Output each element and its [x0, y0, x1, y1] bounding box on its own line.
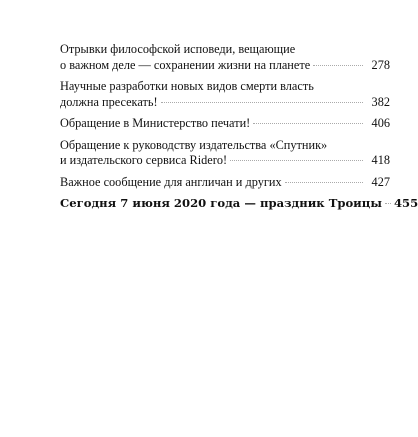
toc-entry-last-line: [60, 196, 418, 212]
leader-dots: [230, 160, 363, 161]
toc-page-number: 455: [393, 196, 418, 210]
toc-entry-last-line: [60, 58, 390, 74]
toc-entry[interactable]: [60, 175, 390, 191]
toc-entry-line: Отрывки философской исповеди, вещающие: [60, 42, 296, 56]
toc-entry[interactable]: [60, 196, 418, 212]
leader-dots: [313, 65, 363, 66]
toc-entry-title: Обращение в Министерство печати!: [60, 116, 251, 130]
toc-entry[interactable]: [60, 138, 390, 169]
toc-entry[interactable]: [60, 42, 390, 73]
toc-entry-title: и издательского сервиса Ridero!: [60, 153, 228, 167]
toc-entry[interactable]: [60, 79, 390, 110]
toc-entry-title: Сегодня 7 июня 2020 года — праздник Троицы: [60, 196, 382, 210]
toc-entry-line: Обращение к руководству издательства «Спутник»: [60, 137, 328, 152]
leader-dots: [385, 203, 391, 204]
leader-dots: [253, 123, 363, 124]
toc-entry-last-line: [60, 175, 390, 191]
toc-entry[interactable]: [60, 116, 390, 132]
toc-entry-title: о важном деле — сохранении жизни на планете: [60, 57, 311, 72]
toc-page-number: 406: [371, 116, 390, 130]
toc-entry-line: Научные разработки новых видов смерти власть: [60, 79, 314, 93]
toc-entry-last-line: [60, 153, 390, 169]
toc-entry-last-line: [60, 95, 390, 111]
toc-page-number: 427: [371, 174, 390, 189]
table-of-contents: [60, 42, 418, 218]
toc-page-number: 382: [371, 94, 390, 109]
leader-dots: [161, 102, 363, 103]
toc-entry-last-line: [60, 116, 390, 132]
toc-page-number: 278: [371, 57, 390, 72]
leader-dots: [285, 182, 363, 183]
toc-entry-title: должна пресекать!: [60, 94, 158, 109]
toc-page-number: 418: [371, 153, 390, 167]
toc-entry-title: Важное сообщение для англичан и других: [60, 174, 282, 189]
